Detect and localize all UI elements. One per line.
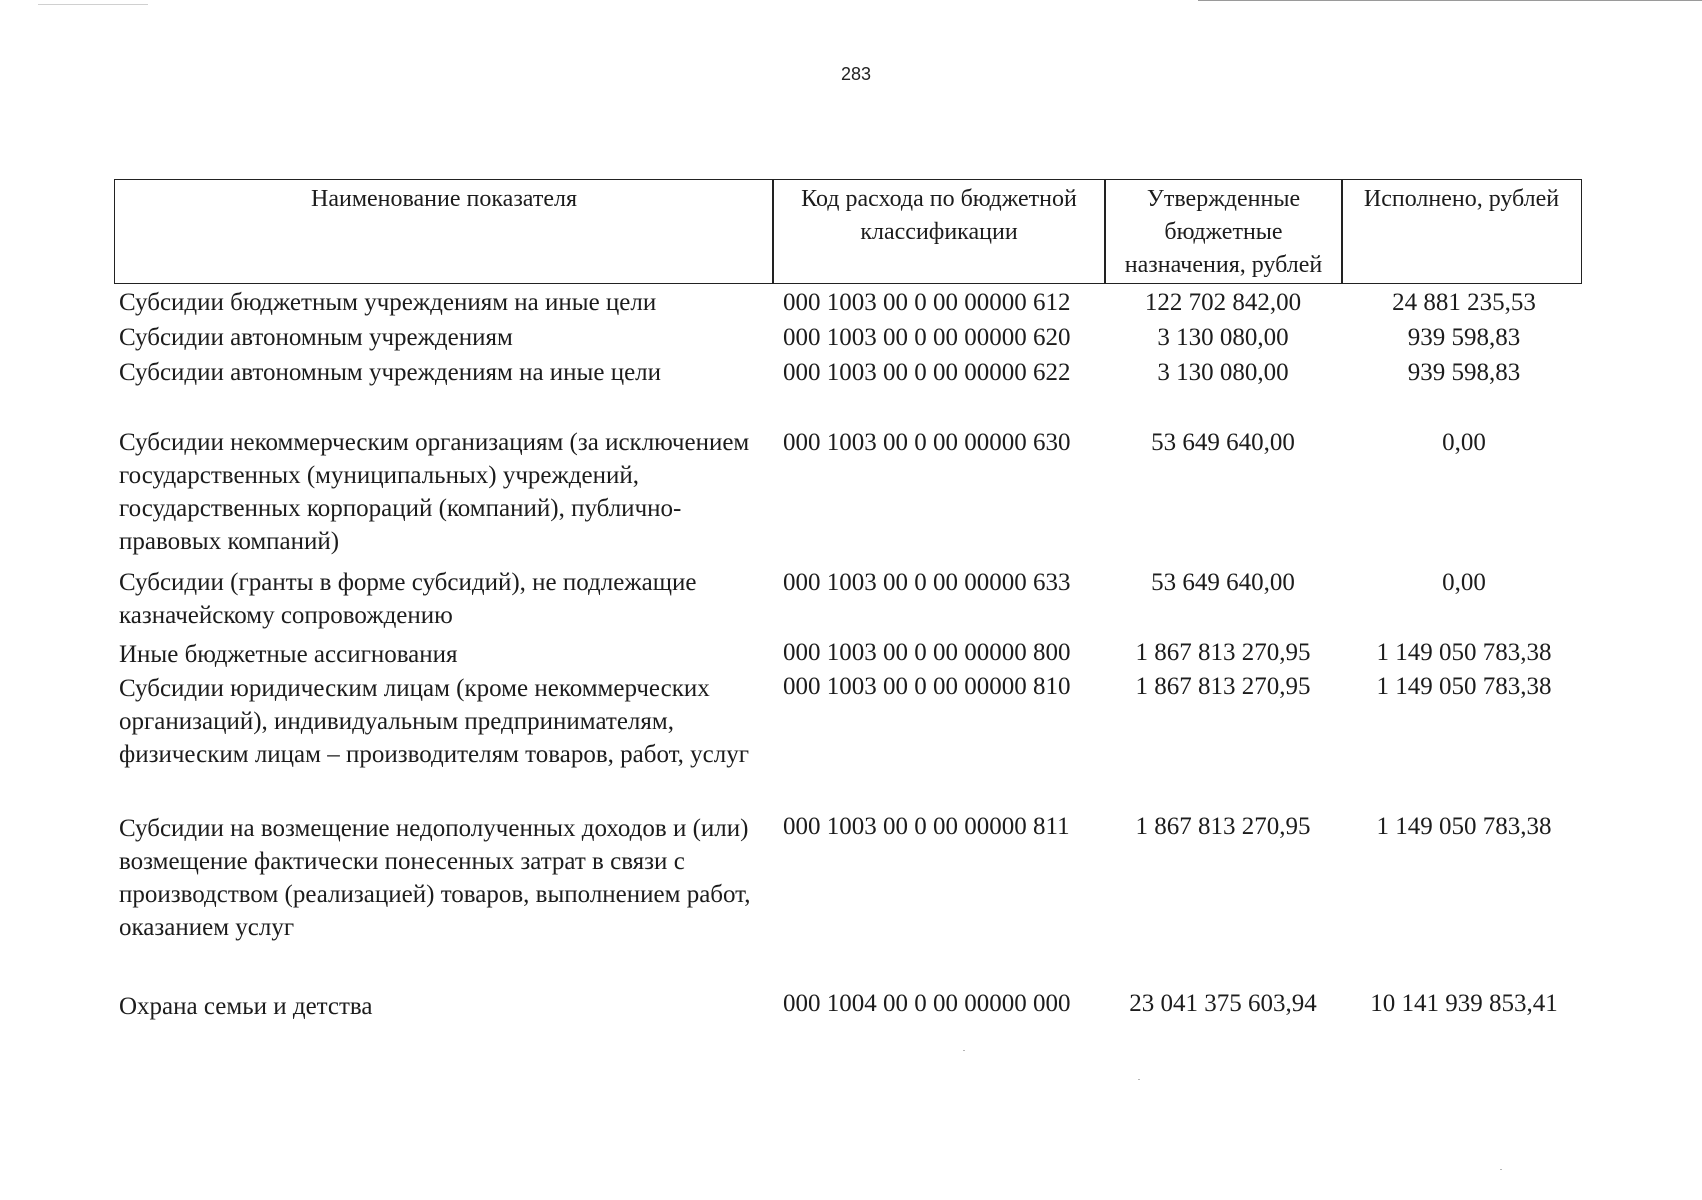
row-code: 000 1003 00 0 00 00000 811 bbox=[783, 813, 1070, 840]
row-name: Субсидии автономным учреждениям bbox=[119, 324, 513, 351]
row-code: 000 1003 00 0 00 00000 612 bbox=[783, 289, 1071, 316]
row-executed: 1 149 050 783,38 bbox=[1376, 639, 1552, 666]
row-code: 000 1003 00 0 00 00000 810 bbox=[783, 673, 1071, 700]
row-approved: 1 867 813 270,95 bbox=[1135, 673, 1311, 700]
page-number: 283 bbox=[840, 64, 872, 84]
row-approved: 53 649 640,00 bbox=[1151, 429, 1295, 456]
row-approved: 3 130 080,00 bbox=[1157, 324, 1289, 351]
row-name: Субсидии автономным учреждениям на иные цели bbox=[119, 359, 662, 386]
row-approved: 122 702 842,00 bbox=[1144, 289, 1302, 316]
row-name: Субсидии юридическим лицам (кроме некоммерческих организаций), индивидуальным предпринимателям, физическим лицам – производителям товаров, работ, услуг bbox=[119, 675, 750, 768]
row-code: 000 1003 00 0 00 00000 800 bbox=[783, 639, 1071, 666]
row-executed: 0,00 bbox=[1442, 429, 1486, 456]
row-code: 000 1003 00 0 00 00000 620 bbox=[783, 324, 1071, 351]
row-code: 000 1003 00 0 00 00000 633 bbox=[783, 569, 1071, 596]
header-executed: Исполнено, рублей bbox=[1363, 186, 1560, 212]
row-name: Субсидии (гранты в форме субсидий), не подлежащие казначейскому сопровождению bbox=[119, 569, 697, 629]
row-name: Охрана семьи и детства bbox=[119, 993, 373, 1020]
scan-speck bbox=[1500, 1169, 1502, 1170]
row-executed: 10 141 939 853,41 bbox=[1370, 990, 1558, 1017]
row-executed: 0,00 bbox=[1442, 569, 1486, 596]
header-name: Наименование показателя bbox=[311, 186, 577, 212]
scan-edge-mark bbox=[1198, 0, 1702, 1]
header-code: Код расхода по бюджетной классификации bbox=[801, 186, 1077, 245]
row-name: Субсидии на возмещение недополученных доходов и (или) возмещение фактически понесенных затрат в связи с производством (реализацией) товаров, выполнением работ, оказанием услуг bbox=[119, 815, 751, 941]
row-approved: 53 649 640,00 bbox=[1151, 569, 1295, 596]
scan-edge-mark bbox=[38, 4, 148, 5]
header-approved: Утвержденные бюджетные назначения, рублей bbox=[1124, 186, 1323, 278]
row-name: Иные бюджетные ассигнования bbox=[119, 641, 458, 668]
row-code: 000 1003 00 0 00 00000 630 bbox=[783, 429, 1071, 456]
scan-speck bbox=[963, 1050, 965, 1051]
row-code: 000 1004 00 0 00 00000 000 bbox=[783, 990, 1071, 1017]
row-name: Субсидии некоммерческим организациям (за исключением государственных (муниципальных) учреждений, государственных корпораций (компаний), публично-правовых компаний) bbox=[119, 429, 750, 555]
row-approved: 3 130 080,00 bbox=[1157, 359, 1289, 386]
row-executed: 1 149 050 783,38 bbox=[1376, 673, 1552, 700]
row-name: Субсидии бюджетным учреждениям на иные цели bbox=[119, 289, 657, 316]
row-executed: 939 598,83 bbox=[1407, 359, 1521, 386]
row-approved: 23 041 375 603,94 bbox=[1129, 990, 1317, 1017]
row-code: 000 1003 00 0 00 00000 622 bbox=[783, 359, 1071, 386]
row-approved: 1 867 813 270,95 bbox=[1135, 639, 1311, 666]
row-executed: 939 598,83 bbox=[1407, 324, 1521, 351]
row-approved: 1 867 813 270,95 bbox=[1135, 813, 1311, 840]
row-executed: 1 149 050 783,38 bbox=[1376, 813, 1552, 840]
scan-speck bbox=[1138, 1079, 1140, 1080]
row-executed: 24 881 235,53 bbox=[1392, 289, 1536, 316]
